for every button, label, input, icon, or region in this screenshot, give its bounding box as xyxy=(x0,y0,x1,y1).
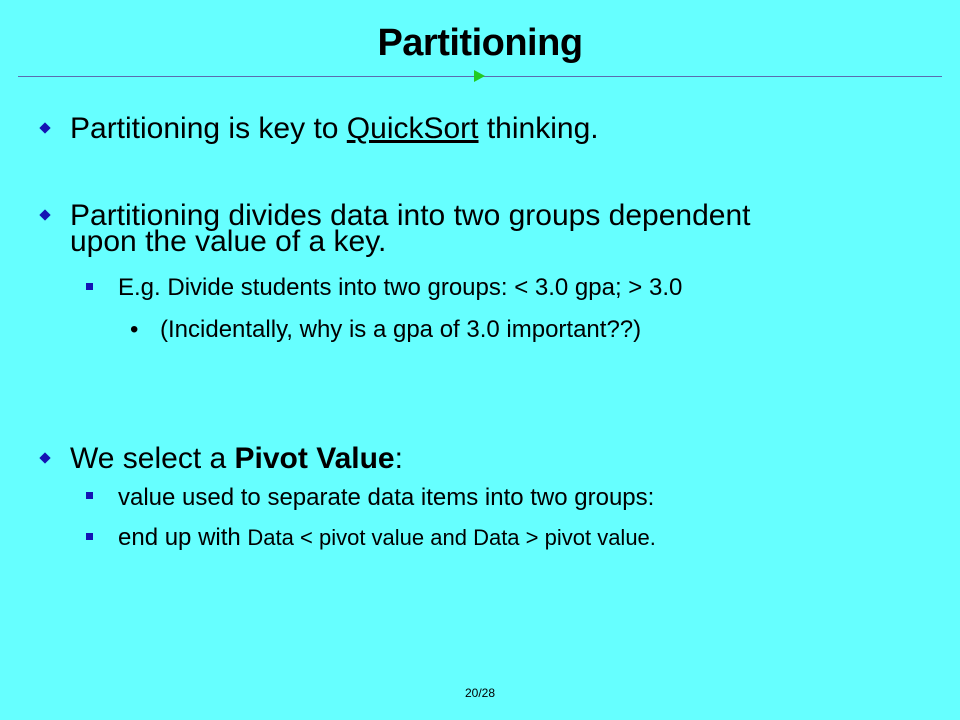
bullet-1-text: Partitioning is key to xyxy=(70,112,347,145)
dot-bullet-icon: • xyxy=(130,316,139,343)
bullet-3-suffix: : xyxy=(394,442,403,475)
bullet-1 xyxy=(70,113,599,145)
diamond-bullet-icon xyxy=(39,452,50,463)
bullet-2-subsub: (Incidentally, why is a gpa of 3.0 important??) xyxy=(160,316,642,343)
bullet-3-sub-1: value used to separate data items into two groups: xyxy=(118,484,655,511)
square-bullet-icon xyxy=(86,492,93,499)
page-number: 20/28 xyxy=(464,686,496,700)
diamond-bullet-icon xyxy=(39,209,50,220)
bullet-3-sub-2 xyxy=(118,524,656,552)
bullet-3-text: We select a xyxy=(70,442,235,475)
bullet-2-sub: E.g. Divide students into two groups: < 3.0 gpa; > 3.0 xyxy=(118,274,683,301)
bullet-2-line-2: upon the value of a key. xyxy=(70,225,387,258)
slide-title: Partitioning xyxy=(377,22,583,64)
bullet-3-sub-2-rest: Data < pivot value and Data > pivot value. xyxy=(247,525,656,550)
diamond-bullet-icon xyxy=(39,122,50,133)
pivot-value-term: Pivot Value xyxy=(234,442,395,475)
bullet-3-sub-2-prefix: end up with xyxy=(118,524,248,551)
play-arrow-icon xyxy=(474,70,485,82)
square-bullet-icon xyxy=(86,283,93,290)
bullet-3 xyxy=(70,443,403,475)
square-bullet-icon xyxy=(86,533,93,540)
quicksort-link[interactable]: QuickSort xyxy=(346,112,479,145)
bullet-2-line-1: Partitioning divides data into two groups dependent xyxy=(70,199,751,232)
bullet-1-suffix: thinking. xyxy=(478,112,599,145)
